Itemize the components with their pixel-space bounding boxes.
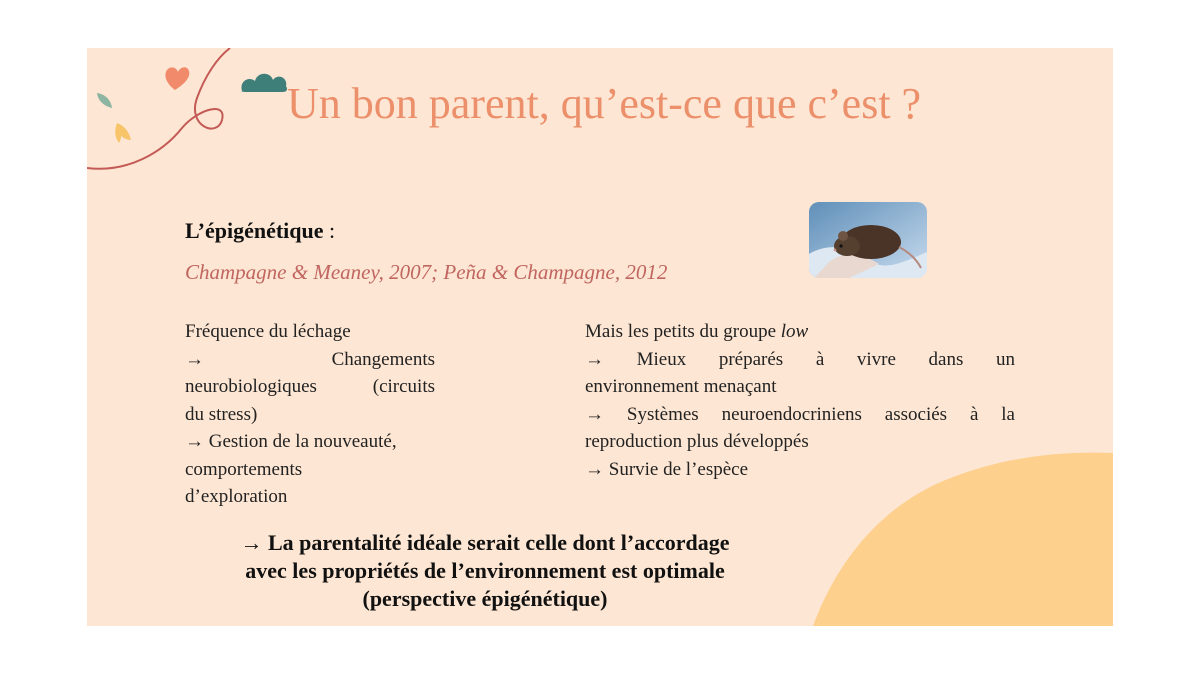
conclusion-line: → La parentalité idéale serait celle dont l’accordage [240,530,730,555]
right-line: reproduction plus développés [585,431,809,452]
right-line: → Survie de l’espèce [585,458,749,480]
mouse-photo [809,202,927,278]
section-heading [185,218,335,244]
slide [87,48,1113,626]
swirl-line [87,48,230,169]
right-first-line-text: Mais les petits du groupe [585,321,781,342]
leaf-icon [97,93,112,108]
yellow-leaf-icon [115,123,131,143]
left-line: neurobiologiques (circuits [185,376,435,397]
conclusion-text [195,529,775,613]
cloud-icon [241,74,287,92]
left-line: du stress) [185,403,258,425]
right-column [585,318,1015,483]
heart-icon [165,67,189,90]
left-line: Fréquence du léchage [185,321,351,342]
right-line: environnement menaçant [585,376,777,397]
slide-title: Un bon parent, qu’est-ce que c’est ? [287,79,922,128]
left-line: comportements [185,458,303,480]
decorative-swirl [87,48,307,188]
left-line: → Changements [185,348,435,370]
heading-colon: : [323,218,336,243]
left-column [185,318,435,511]
conclusion-line: avec les propriétés de l’environnement est optimale [245,558,725,583]
conclusion-line: (perspective épigénétique) [362,586,608,611]
low-group-label: low [780,321,809,342]
mouse-on-hand-photo-icon [809,202,927,278]
left-line: d’exploration [185,486,288,507]
citation: Champagne & Meaney, 2007; Peña & Champagne, 2012 [185,260,668,284]
right-first-line [585,318,1015,346]
right-line: → Mieux préparés à vivre dans un [585,348,1015,370]
heading-bold-text: L’épigénétique [185,218,324,243]
left-line: → Gestion de la nouveauté, [185,431,397,452]
right-line: → Systèmes neuroendocriniens associés à la [585,403,1015,425]
